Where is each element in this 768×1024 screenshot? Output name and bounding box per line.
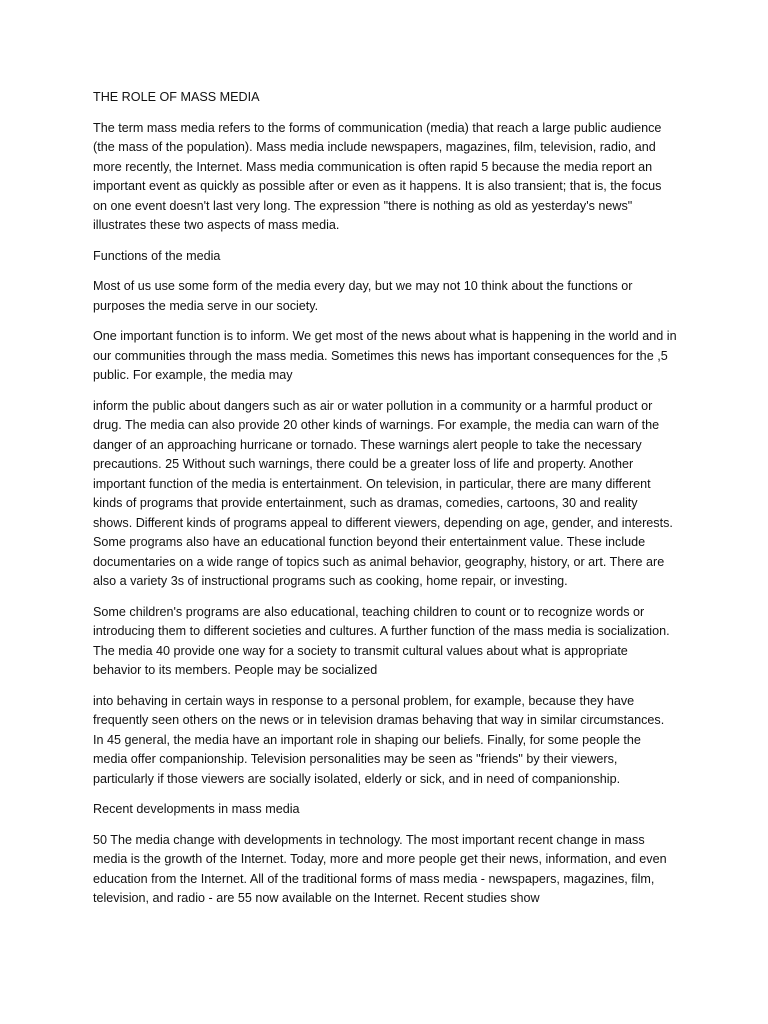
functions-paragraph: Most of us use some form of the media every day, but we may not 10 think about the functions or purposes the media serve in our society.: [93, 279, 633, 313]
socialization-paragraph: Some children's programs are also educational, teaching children to count or to recognize words or introducing them to different societies and cultures. A further function of the mass media is socialization. The media 40 provide one way for a society to transmit cultural values about what is appropriate behavior to its members. People may be socialized: [93, 604, 670, 677]
document-title: THE ROLE OF MASS MEDIA: [93, 90, 260, 104]
internet-paragraph: 50 The media change with developments in technology. The most important recent change in mass media is the growth of the Internet. Today, more and more people get their news, information, and even education from the Internet. All of the traditional forms of mass media - newspapers, magazines, film, television, and radio - are 55 now available on the Internet. Recent studies show: [93, 832, 667, 905]
document-body: [93, 88, 678, 920]
intro-paragraph: The term mass media refers to the forms of communication (media) that reach a large public audience (the mass of the population). Mass media include newspapers, magazines, film, television, radio, and more recently, the Internet. Mass media communication is often rapid 5 because the media report an important event as quickly as possible after or even as it happens. It is also transient; that is, the focus on one event doesn't last very long. The expression "there is nothing as old as yesterday's news" illustrates these two aspects of mass media.: [93, 120, 662, 232]
warnings-entertainment-paragraph: inform the public about dangers such as air or water pollution in a community or a harmful product or drug. The media can also provide 20 other kinds of warnings. For example, the media can warn of the danger of an approaching hurricane or tornado. These warnings alert people to take the necessary precautions. 25 Without such warnings, there could be a greater loss of life and property. Another important function of the media is entertainment. On television, in particular, there are many different kinds of programs that provide entertainment, such as dramas, comedies, cartoons, 30 and reality shows. Different kinds of programs appeal to different viewers, depending on age, gender, and interests. Some programs also have an educational function beyond their entertainment value. These include documentaries on a wide range of topics such as animal behavior, geography, history, or art. There are also a variety 3s of instructional programs such as cooking, home repair, or investing.: [93, 398, 673, 588]
inform-paragraph: One important function is to inform. We get most of the news about what is happening in the world and in our communities through the mass media. Sometimes this news has important consequences for the ,5 public. For example, the media may: [93, 329, 677, 382]
section-heading-recent-developments: Recent developments in mass media: [93, 802, 300, 816]
companionship-paragraph: into behaving in certain ways in response to a personal problem, for example, because they have frequently seen others on the news or in television dramas behaving that way in similar circumstances. In 45 general, the media have an important role in shaping our beliefs. Finally, for some people the media offer companionship. Television personalities may be seen as "friends" by their viewers, particularly if those viewers are socially isolated, elderly or sick, and in need of companionship.: [93, 693, 665, 786]
section-heading-functions: Functions of the media: [93, 248, 221, 263]
